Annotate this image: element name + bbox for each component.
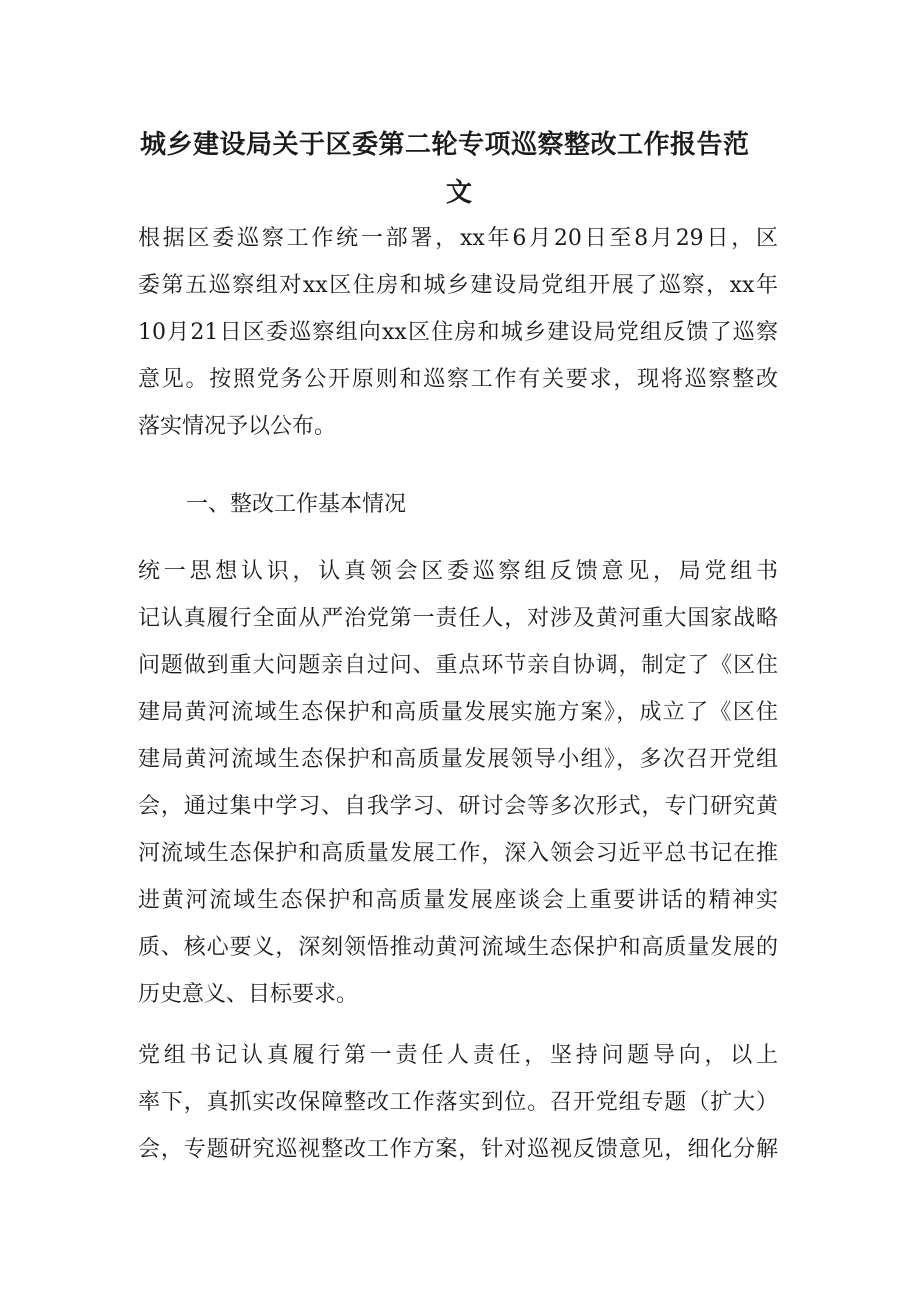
- body-line: 会，专题研究巡视整改工作方案，针对巡视反馈意见，细化分解: [138, 1137, 778, 1162]
- body-line: 率下，真抓实改保障整改工作落实到位。召开党组专题（扩大）: [138, 1090, 778, 1115]
- body-line: 质、核心要义，深刻领悟推动黄河流域生态保护和高质量发展的: [138, 935, 778, 960]
- intro-line: 落实情况予以公布。: [138, 414, 337, 439]
- intro-line: 委第五巡察组对xx区住房和城乡建设局党组开展了巡察，xx年: [138, 273, 778, 298]
- document-title-line-1: 城乡建设局关于区委第二轮专项巡察整改工作报告范: [140, 130, 750, 160]
- body-line: 问题做到重大问题亲自过问、重点环节亲自协调，制定了《区住: [138, 653, 778, 678]
- body-line: 建局黄河流域生态保护和高质量发展实施方案》，成立了《区住: [138, 700, 778, 725]
- intro-line: 意见。按照党务公开原则和巡察工作有关要求，现将巡察整改: [138, 367, 778, 392]
- body-line: 记认真履行全面从严治党第一责任人，对涉及黄河重大国家战略: [138, 606, 778, 631]
- intro-line: 根据区委巡察工作统一部署，xx年6月20日至8月29日，区: [138, 226, 778, 251]
- body-line: 进黄河流域生态保护和高质量发展座谈会上重要讲话的精神实: [138, 888, 778, 913]
- body-line: 历史意义、目标要求。: [138, 982, 359, 1007]
- document-title-line-2: 文: [446, 178, 473, 208]
- intro-line: 10月21日区委巡察组向xx区住房和城乡建设局党组反馈了巡察: [138, 320, 778, 345]
- body-line: 建局黄河流域生态保护和高质量发展领导小组》，多次召开党组: [138, 747, 778, 772]
- body-line: 河流域生态保护和高质量发展工作，深入领会习近平总书记在推: [138, 841, 778, 866]
- body-line: 统一思想认识，认真领会区委巡察组反馈意见，局党组书: [138, 559, 778, 584]
- body-line: 党组书记认真履行第一责任人责任，坚持问题导向，以上: [138, 1043, 778, 1068]
- section-heading: 一、整改工作基本情况: [186, 492, 407, 517]
- body-line: 会，通过集中学习、自我学习、研讨会等多次形式，专门研究黄: [138, 794, 778, 819]
